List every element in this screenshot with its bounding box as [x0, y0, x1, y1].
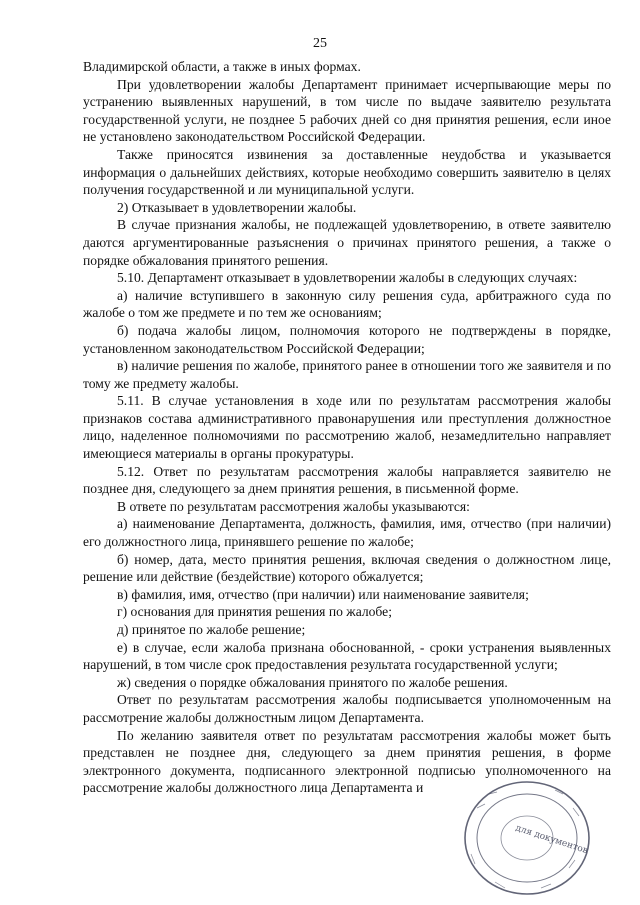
paragraph: 5.10. Департамент отказывает в удовлетворении жалобы в следующих случаях:: [117, 270, 578, 286]
paragraph: 5.11. В случае установления в ходе или по результатам рассмотрения жалобы признаков состава административного правонарушения или преступления должностное лицо, наделенное полномочиями по рассмотрению жалоб, незамедлительно направляет имеющиеся материалы в органы прокуратуры.: [83, 393, 611, 462]
paragraph: б) подача жалобы лицом, полномочия которого не подтверждены в порядке, установленном законодательством Российской Федерации;: [83, 322, 611, 356]
paragraph: 2) Отказывает в удовлетворении жалобы.: [117, 199, 357, 215]
paragraph: Владимирской области, а также в иных формах.: [83, 59, 361, 74]
paragraph: а) наименование Департамента, должность, фамилия, имя, отчество (при наличии) его должностного лица, принявшего решение по жалобе;: [83, 516, 611, 550]
paragraph: По желанию заявителя ответ по результатам рассмотрения жалобы может быть представлен не позднее дня, следующего за днем принятия решения, в форме электронного документа, подписанного электронной подписью уполномоченного на рассмотрение жалобы должностного лица Департамента и: [83, 727, 611, 796]
paragraph: в) наличие решения по жалобе, принятого ранее в отношении того же заявителя и по тому же предмету жалобы.: [83, 358, 611, 391]
paragraph: д) принятое по жалобе решение;: [117, 622, 306, 637]
paragraph: Также приносятся извинения за доставленные неудобства и указывается информация о дальнейших действиях, которые необходимо совершить заявителю в целях получения государственной и ли муниципальной услуги.: [83, 146, 611, 198]
paragraph: г) основания для принятия решения по жалобе;: [117, 604, 392, 620]
seal-text: для документов: [514, 823, 589, 857]
paragraph: е) в случае, если жалоба признана обоснованной, - сроки устранения выявленных нарушений, в том числе срок предоставления результата государственной услуги;: [83, 639, 611, 673]
document-body: [83, 58, 611, 797]
paragraph: в) фамилия, имя, отчество (при наличии) или наименование заявителя;: [117, 586, 529, 602]
page-number: 25: [313, 36, 327, 51]
paragraph: ж) сведения о порядке обжалования принятого по жалобе решения.: [117, 674, 508, 690]
paragraph: В случае признания жалобы, не подлежащей удовлетворению, в ответе заявителю даются аргументированные разъяснения о причинах принятого решения, а также о порядке обжалования принятого решения.: [83, 217, 611, 268]
paragraph: При удовлетворении жалобы Департамент принимает исчерпывающие меры по устранению выявленных нарушений, в том числе по выдаче заявителю результата государственной услуги, не позднее 5 рабочих дней со дня принятия решения, если иное не установлено законодательством Российской Федерации.: [83, 76, 611, 145]
official-seal-stamp: [455, 768, 595, 900]
paragraph: Ответ по результатам рассмотрения жалобы подписывается уполномоченным на рассмотрение жалобы должностным лицом Департамента.: [83, 692, 611, 725]
paragraph: В ответе по результатам рассмотрения жалобы указываются:: [117, 498, 470, 514]
paragraph: а) наличие вступившего в законную силу решения суда, арбитражного суда по жалобе о том же предмете и по тем же основаниям;: [83, 287, 611, 321]
paragraph: 5.12. Ответ по результатам рассмотрения жалобы направляется заявителю не позднее дня, следующего за днем принятия решения, в письменной форме.: [83, 463, 611, 497]
paragraph: б) номер, дата, место принятия решения, включая сведения о должностном лице, решение или действие (бездействие) которого обжалуется;: [83, 551, 611, 585]
